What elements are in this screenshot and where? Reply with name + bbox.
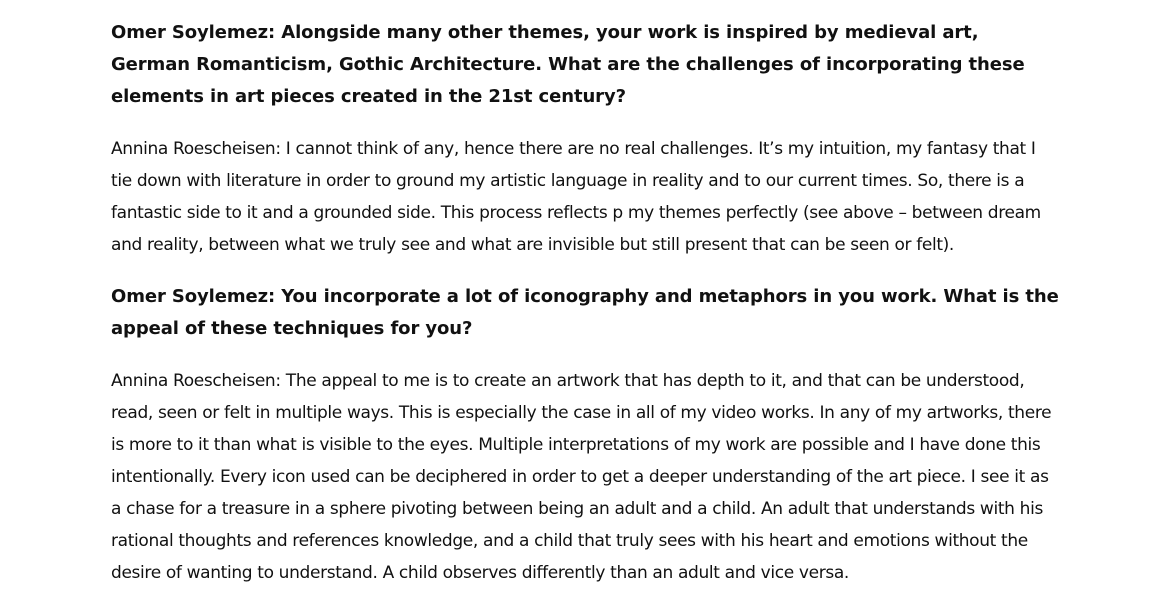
interview-question: Omer Soylemez: Alongside many other themes, your work is inspired by medieval art, German Romanticism, Gothic Architecture. What are the challenges of incorporating these elements in art pieces created in the 21st century? <box>111 22 1025 107</box>
interview-question: Omer Soylemez: You incorporate a lot of iconography and metaphors in you work. What is the appeal of these techniques for you? <box>111 286 1059 339</box>
article-body <box>111 17 1061 609</box>
interview-answer: Annina Roescheisen: The appeal to me is to create an artwork that has depth to it, and that can be understood, read, seen or felt in multiple ways. This is especially the case in all of my video works. In any of my artworks, there is more to it than what is visible to the eyes. Multiple interpretations of my work are possible and I have done this intentionally. Every icon used can be deciphered in order to get a deeper understanding of the art piece. I see it as a chase for a treasure in a sphere pivoting between being an adult and a child. An adult that understands with his rational thoughts and references knowledge, and a child that truly sees with his heart and emotions without the desire of wanting to understand. A child observes differently than an adult and vice versa. <box>111 371 1052 583</box>
interview-answer: Annina Roescheisen: I cannot think of any, hence there are no real challenges. It’s my intuition, my fantasy that I tie down with literature in order to ground my artistic language in reality and to our current times. So, there is a fantastic side to it and a grounded side. This process reflects p my themes perfectly (see above – between dream and reality, between what we truly see and what are invisible but still present that can be seen or felt). <box>111 139 1041 255</box>
